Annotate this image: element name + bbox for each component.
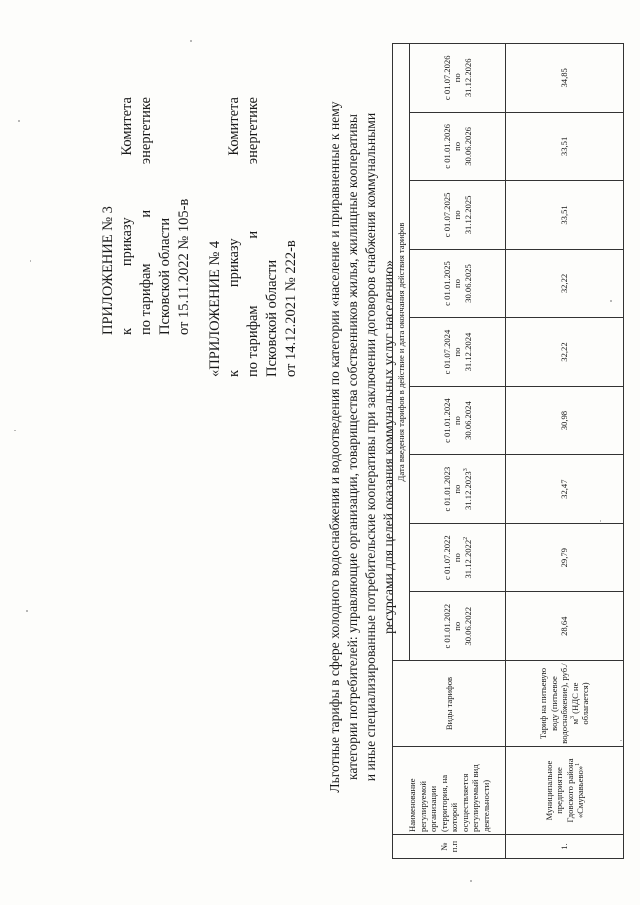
period-header: с 01.07.2026 по 31.12.2026 — [410, 44, 506, 113]
tariff-value: 32,22 — [506, 249, 624, 318]
table-header-row — [393, 44, 410, 859]
period-header: с 01.07.2022 по 31.12.2022$^2$ — [410, 523, 506, 592]
appendix-4-word: к — [226, 369, 242, 377]
period-header: с 01.01.2022 по 30.06.2022 — [410, 592, 506, 661]
period-header: с 01.01.2024 по 30.06.2024 — [410, 386, 506, 455]
tariff-value: 28,64 — [506, 592, 624, 661]
appendix-4-word: по тарифам — [245, 305, 261, 377]
appendix-4-line4: от 14.12.2021 № 222-в — [283, 240, 299, 377]
appendix-4-line1 — [225, 97, 244, 377]
row-tariff-kind: Тариф на питьевую воду (питьевое водоснабжение), $руб./м^3$ (НДС не облагается) — [506, 661, 624, 747]
appendix-4-word: приказу — [226, 238, 242, 288]
appendix-4-word: энергетике — [245, 97, 261, 165]
appendix-4-line3: Псковской области — [264, 259, 280, 377]
appendix-3-word: к — [119, 327, 135, 335]
tariff-table — [392, 43, 624, 859]
title-line: и иные специализированные потребительские кооперативы при заключении договоров снабжения коммунальными — [363, 112, 378, 782]
period-header: с 01.01.2023 по 31.12.2023$^3$ — [410, 455, 506, 524]
appendix-4-title: «ПРИЛОЖЕНИЕ № 4 — [207, 240, 223, 377]
header-tariff-kind: Виды тарифов — [393, 661, 506, 747]
appendix-4-line2 — [244, 97, 263, 377]
appendix-3-word: и — [138, 209, 154, 218]
appendix-3-line4: от 15.11.2022 № 105-в — [176, 198, 192, 335]
appendix-3-word: приказу — [119, 217, 135, 267]
row-number: 1. — [506, 835, 624, 859]
appendix-3-block — [99, 97, 194, 335]
title-line: ресурсами для целей оказания коммунальных услуг населению» — [381, 260, 396, 634]
title-line: категории потребителей: управляющие организации, товарищества собственников жилья, жилищные кооперативы — [345, 114, 360, 781]
document-title — [326, 37, 398, 857]
row-organization: Муниципальное предприятие Гдовского района «Смуравьево»$^1$ — [506, 747, 624, 835]
tariff-value: 33,51 — [506, 112, 624, 181]
tariff-value: 32,22 — [506, 318, 624, 387]
period-header: с 01.07.2025 по 31.12.2025 — [410, 181, 506, 250]
title-line: Льготные тарифы в сфере холодного водоснабжения и водоотведения по категории «население и приравненные к нему — [327, 101, 342, 793]
appendix-4-block — [206, 97, 301, 377]
appendix-3-line2 — [137, 97, 156, 335]
appendix-4-word: и — [245, 230, 261, 239]
table-row — [506, 44, 624, 859]
appendix-3-title: ПРИЛОЖЕНИЕ № 3 — [100, 206, 116, 335]
tariff-value: 29,79 — [506, 523, 624, 592]
period-header: с 01.07.2024 по 31.12.2024 — [410, 318, 506, 387]
appendix-3-line1 — [118, 97, 137, 335]
period-header: с 01.01.2026 по 30.06.2026 — [410, 112, 506, 181]
header-number: № п.п — [393, 835, 506, 859]
appendix-3-line3: Псковской области — [157, 217, 173, 335]
period-header: с 01.01.2025 по 30.06.2025 — [410, 249, 506, 318]
appendix-3-word: по тарифам — [138, 263, 154, 335]
header-organization: Наименование регулируемой организации (территория, на которой осуществляется регулируемый вид деятельности) — [393, 747, 506, 835]
tariff-value: 33,51 — [506, 181, 624, 250]
appendix-3-word: Комитета — [119, 97, 135, 156]
appendix-4-word: Комитета — [226, 97, 242, 156]
tariff-value: 34,85 — [506, 44, 624, 113]
tariff-value: 30,98 — [506, 386, 624, 455]
header-period-group: Дата введения тарифов в действие и дата окончания действия тарифов — [393, 44, 410, 661]
tariff-value: 32,47 — [506, 455, 624, 524]
appendix-3-word: энергетике — [138, 97, 154, 165]
